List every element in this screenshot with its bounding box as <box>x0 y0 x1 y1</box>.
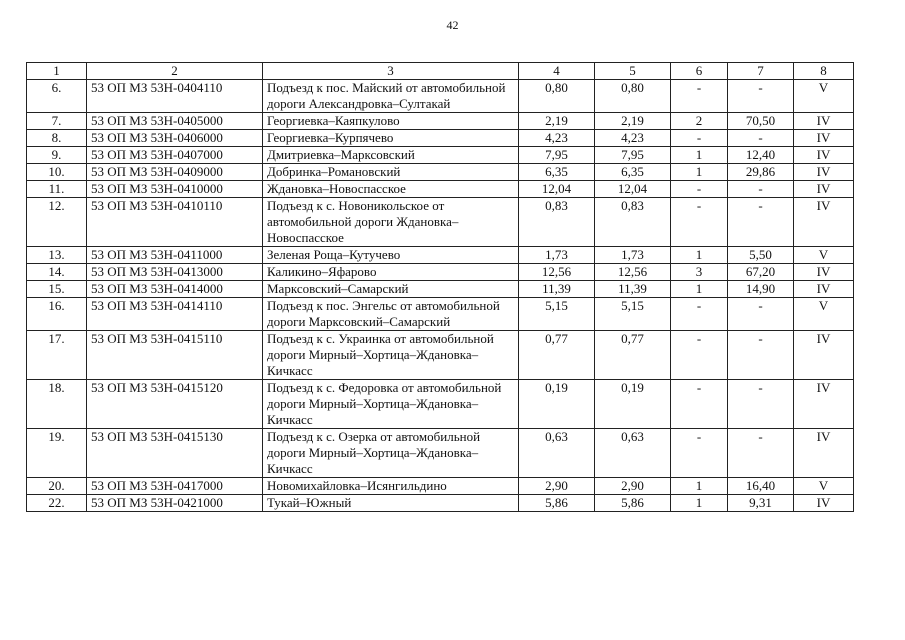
category-cell: IV <box>794 198 854 247</box>
road-code-cell: 53 ОП МЗ 53Н-0409000 <box>87 164 263 181</box>
road-name-cell: Подъезд к пос. Энгельс от автомобильной дороги Марксовский–Самарский <box>263 298 519 331</box>
count-cell: 1 <box>671 281 728 298</box>
table-row <box>27 281 854 298</box>
category-cell: V <box>794 298 854 331</box>
page-number: 42 <box>446 18 459 32</box>
value-cell: 9,31 <box>728 495 794 512</box>
column-header: 2 <box>87 63 263 80</box>
value-cell: - <box>728 331 794 380</box>
road-code-cell: 53 ОП МЗ 53Н-0410110 <box>87 198 263 247</box>
row-number-cell: 14. <box>27 264 87 281</box>
row-number-cell: 19. <box>27 429 87 478</box>
row-number-cell: 18. <box>27 380 87 429</box>
count-cell: - <box>671 181 728 198</box>
column-header: 3 <box>263 63 519 80</box>
count-cell: - <box>671 198 728 247</box>
category-cell: IV <box>794 281 854 298</box>
road-name-cell: Каликино–Яфарово <box>263 264 519 281</box>
length-cell: 5,86 <box>519 495 595 512</box>
row-number-cell: 20. <box>27 478 87 495</box>
road-name-cell: Георгиевка–Каяпкулово <box>263 113 519 130</box>
road-code-cell: 53 ОП МЗ 53Н-0413000 <box>87 264 263 281</box>
table-row <box>27 298 854 331</box>
road-code-cell: 53 ОП МЗ 53Н-0415120 <box>87 380 263 429</box>
value-cell: - <box>728 80 794 113</box>
length-cell: 0,80 <box>595 80 671 113</box>
count-cell: - <box>671 380 728 429</box>
row-number-cell: 11. <box>27 181 87 198</box>
count-cell: - <box>671 331 728 380</box>
road-code-cell: 53 ОП МЗ 53Н-0405000 <box>87 113 263 130</box>
length-cell: 5,15 <box>519 298 595 331</box>
category-cell: IV <box>794 130 854 147</box>
table-row <box>27 264 854 281</box>
road-code-cell: 53 ОП МЗ 53Н-0415110 <box>87 331 263 380</box>
length-cell: 4,23 <box>519 130 595 147</box>
count-cell: - <box>671 130 728 147</box>
road-name-cell: Георгиевка–Курпячево <box>263 130 519 147</box>
length-cell: 2,90 <box>519 478 595 495</box>
column-header: 4 <box>519 63 595 80</box>
road-code-cell: 53 ОП МЗ 53Н-0421000 <box>87 495 263 512</box>
length-cell: 7,95 <box>595 147 671 164</box>
length-cell: 5,15 <box>595 298 671 331</box>
value-cell: - <box>728 380 794 429</box>
value-cell: - <box>728 181 794 198</box>
value-cell: 67,20 <box>728 264 794 281</box>
row-number-cell: 16. <box>27 298 87 331</box>
road-name-cell: Дмитриевка–Марксовский <box>263 147 519 164</box>
row-number-cell: 22. <box>27 495 87 512</box>
table-row <box>27 113 854 130</box>
length-cell: 1,73 <box>595 247 671 264</box>
roads-table <box>26 62 854 512</box>
road-name-cell: Подъезд к с. Новоникольское от автомобильной дороги Ждановка–Новоспасское <box>263 198 519 247</box>
row-number-cell: 13. <box>27 247 87 264</box>
value-cell: - <box>728 298 794 331</box>
length-cell: 7,95 <box>519 147 595 164</box>
count-cell: - <box>671 429 728 478</box>
length-cell: 0,77 <box>519 331 595 380</box>
table-row <box>27 130 854 147</box>
road-code-cell: 53 ОП МЗ 53Н-0404110 <box>87 80 263 113</box>
length-cell: 11,39 <box>519 281 595 298</box>
row-number-cell: 12. <box>27 198 87 247</box>
road-name-cell: Тукай–Южный <box>263 495 519 512</box>
row-number-cell: 9. <box>27 147 87 164</box>
column-header: 6 <box>671 63 728 80</box>
length-cell: 2,90 <box>595 478 671 495</box>
count-cell: 1 <box>671 147 728 164</box>
value-cell: - <box>728 130 794 147</box>
row-number-cell: 15. <box>27 281 87 298</box>
value-cell: - <box>728 198 794 247</box>
category-cell: V <box>794 478 854 495</box>
table-body <box>27 80 854 512</box>
road-code-cell: 53 ОП МЗ 53Н-0417000 <box>87 478 263 495</box>
value-cell: 70,50 <box>728 113 794 130</box>
count-cell: 1 <box>671 247 728 264</box>
road-name-cell: Подъезд к пос. Майский от автомобильной дороги Александровка–Султакай <box>263 80 519 113</box>
category-cell: IV <box>794 331 854 380</box>
value-cell: 5,50 <box>728 247 794 264</box>
table-row <box>27 198 854 247</box>
road-name-cell: Подъезд к с. Федоровка от автомобильной дороги Мирный–Хортица–Ждановка–Кичкасс <box>263 380 519 429</box>
table-row <box>27 164 854 181</box>
road-name-cell: Ждановка–Новоспасское <box>263 181 519 198</box>
length-cell: 12,04 <box>519 181 595 198</box>
column-header: 5 <box>595 63 671 80</box>
road-code-cell: 53 ОП МЗ 53Н-0414110 <box>87 298 263 331</box>
category-cell: V <box>794 247 854 264</box>
road-name-cell: Подъезд к с. Озерка от автомобильной дороги Мирный–Хортица–Ждановка–Кичкасс <box>263 429 519 478</box>
table-row <box>27 429 854 478</box>
table-row <box>27 80 854 113</box>
category-cell: IV <box>794 164 854 181</box>
category-cell: V <box>794 80 854 113</box>
table-row <box>27 478 854 495</box>
category-cell: IV <box>794 147 854 164</box>
length-cell: 11,39 <box>595 281 671 298</box>
column-header: 8 <box>794 63 854 80</box>
category-cell: IV <box>794 113 854 130</box>
road-code-cell: 53 ОП МЗ 53Н-0407000 <box>87 147 263 164</box>
length-cell: 0,19 <box>519 380 595 429</box>
value-cell: 14,90 <box>728 281 794 298</box>
table-row <box>27 331 854 380</box>
road-code-cell: 53 ОП МЗ 53Н-0415130 <box>87 429 263 478</box>
table-header-row <box>27 63 854 80</box>
row-number-cell: 10. <box>27 164 87 181</box>
length-cell: 0,83 <box>595 198 671 247</box>
length-cell: 0,77 <box>595 331 671 380</box>
table-row <box>27 181 854 198</box>
count-cell: - <box>671 298 728 331</box>
category-cell: IV <box>794 380 854 429</box>
count-cell: - <box>671 80 728 113</box>
row-number-cell: 17. <box>27 331 87 380</box>
length-cell: 6,35 <box>595 164 671 181</box>
value-cell: - <box>728 429 794 478</box>
length-cell: 5,86 <box>595 495 671 512</box>
category-cell: IV <box>794 429 854 478</box>
category-cell: IV <box>794 181 854 198</box>
length-cell: 6,35 <box>519 164 595 181</box>
road-name-cell: Зеленая Роща–Кутучево <box>263 247 519 264</box>
row-number-cell: 8. <box>27 130 87 147</box>
count-cell: 1 <box>671 164 728 181</box>
road-name-cell: Новомихайловка–Исянгильдино <box>263 478 519 495</box>
road-name-cell: Марксовский–Самарский <box>263 281 519 298</box>
length-cell: 12,56 <box>595 264 671 281</box>
road-code-cell: 53 ОП МЗ 53Н-0410000 <box>87 181 263 198</box>
length-cell: 12,56 <box>519 264 595 281</box>
road-code-cell: 53 ОП МЗ 53Н-0406000 <box>87 130 263 147</box>
road-code-cell: 53 ОП МЗ 53Н-0414000 <box>87 281 263 298</box>
count-cell: 1 <box>671 478 728 495</box>
length-cell: 0,63 <box>519 429 595 478</box>
road-code-cell: 53 ОП МЗ 53Н-0411000 <box>87 247 263 264</box>
row-number-cell: 7. <box>27 113 87 130</box>
column-header: 7 <box>728 63 794 80</box>
count-cell: 2 <box>671 113 728 130</box>
length-cell: 1,73 <box>519 247 595 264</box>
row-number-cell: 6. <box>27 80 87 113</box>
length-cell: 12,04 <box>595 181 671 198</box>
length-cell: 0,80 <box>519 80 595 113</box>
value-cell: 16,40 <box>728 478 794 495</box>
table-row <box>27 147 854 164</box>
category-cell: IV <box>794 264 854 281</box>
value-cell: 29,86 <box>728 164 794 181</box>
length-cell: 0,63 <box>595 429 671 478</box>
count-cell: 3 <box>671 264 728 281</box>
table-row <box>27 380 854 429</box>
value-cell: 12,40 <box>728 147 794 164</box>
length-cell: 2,19 <box>595 113 671 130</box>
table-row <box>27 247 854 264</box>
length-cell: 4,23 <box>595 130 671 147</box>
category-cell: IV <box>794 495 854 512</box>
road-name-cell: Добринка–Романовский <box>263 164 519 181</box>
length-cell: 0,83 <box>519 198 595 247</box>
table-row <box>27 495 854 512</box>
count-cell: 1 <box>671 495 728 512</box>
length-cell: 0,19 <box>595 380 671 429</box>
column-header: 1 <box>27 63 87 80</box>
road-name-cell: Подъезд к с. Украинка от автомобильной дороги Мирный–Хортица–Ждановка–Кичкасс <box>263 331 519 380</box>
length-cell: 2,19 <box>519 113 595 130</box>
